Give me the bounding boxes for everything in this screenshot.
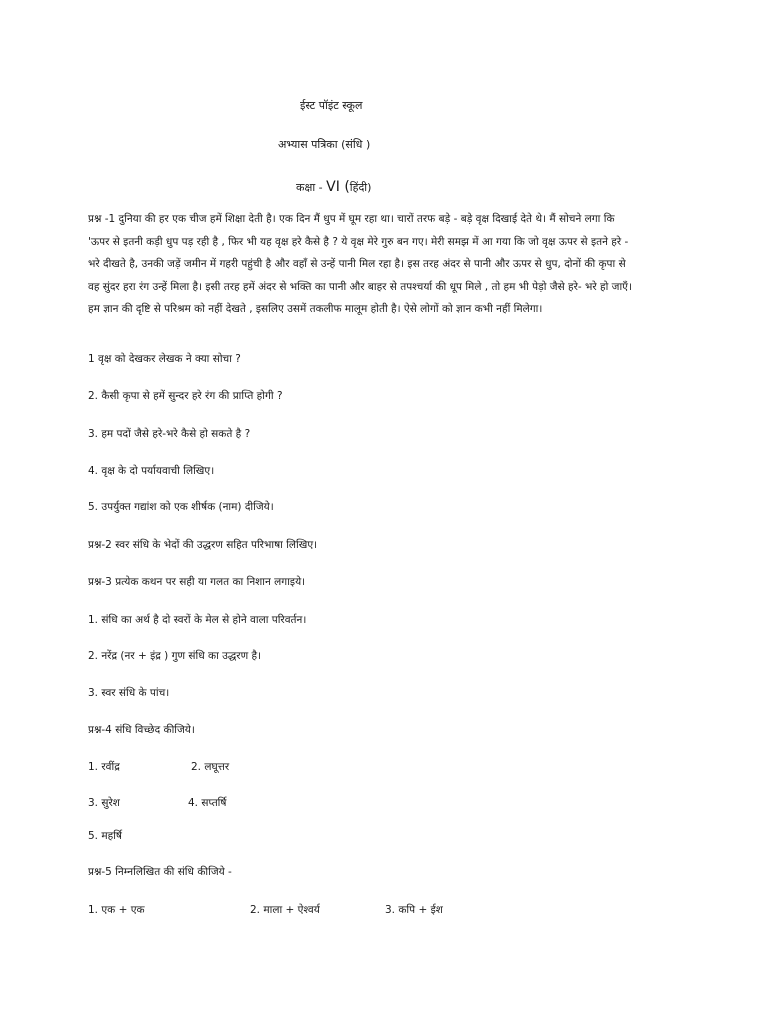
q1-item: 2. कैसी कृपा से हमें सुन्दर हरे रंग की प्राप्ति होगी ? (88, 390, 283, 402)
passage-line: वह सुंदर हरा रंग उन्हें मिला है। इसी तरह हमें अंदर से भक्ति का पानी और बाहर से तपश्चर्या की धूप मिले , तो हम भी पेड़ो जैसे हरे- भरे हो जाएँ। (88, 280, 632, 293)
passage-paragraph (88, 208, 678, 321)
q3-item: 3. स्वर संधि के पांच। (88, 687, 170, 699)
school-name: ईस्ट पॉइंट स्कूल (300, 99, 363, 112)
q1-item: 1 वृक्ष को देखकर लेखक ने क्या सोचा ? (88, 353, 241, 365)
q4-item: 3. सुरेश (88, 797, 120, 809)
class-line (296, 180, 371, 195)
q3-title: प्रश्न-3 प्रत्येक कथन पर सही या गलत का निशान लगाइये। (88, 576, 306, 588)
passage-line: 'ऊपर से इतनी कड़ी धुप पड़ रही है , फिर भी यह वृक्ष हरे कैसे है ? ये वृक्ष मेरे गुरु बन गए। मेरी समझ में आ गया कि जो वृक्ष ऊपर से इतने हरे - (88, 235, 629, 248)
q5-item: 2. माला + ऐश्वर्य (250, 904, 320, 916)
class-roman: VI ( (326, 179, 350, 195)
q4-item: 1. रवींद्र (88, 761, 120, 773)
passage-line: प्रश्न -1 दुनिया की हर एक चीज हमें शिक्षा देती है। एक दिन मैं धुप में घूम रहा था। चारों तरफ बड़े - बड़े वृक्ष दिखाई देते थे। मैं सोचने लगा कि (88, 213, 615, 225)
class-suffix: हिंदी) (349, 181, 372, 194)
q5-title: प्रश्न-5 निम्नलिखित की संधि कीजिये - (88, 866, 232, 878)
q4-title: प्रश्न-4 संधि विच्छेद कीजिये। (88, 724, 195, 736)
q4-item: 5. महर्षि (88, 830, 122, 842)
passage-line: हम ज्ञान की दृष्टि से परिश्रम को नहीं देखते , इसलिए उसमें तकलीफ मालूम होती है। ऐसे लोगों को ज्ञान कभी नहीं मिलेगा। (88, 303, 543, 315)
q5-item: 3. कपि + ईश (385, 904, 443, 916)
q3-item: 2. नरेंद्र (नर + इंद्र ) गुण संधि का उद्धरण है। (88, 650, 262, 662)
class-prefix: कक्षा - (296, 181, 327, 194)
q5-item: 1. एक + एक (88, 904, 145, 916)
q4-item: 2. लघूत्तर (191, 761, 230, 773)
q3-item: 1. संधि का अर्थ है दो स्वरों के मेल से होने वाला परिवर्तन। (88, 614, 307, 626)
q1-item: 4. वृक्ष के दो पर्यायवाची लिखिए। (88, 465, 215, 477)
passage-line: भरे दीखते है, उनकी जड़ें जमीन में गहरी पहुंची है और वहाँ से उन्हें पानी मिल रहा है। इस तरह अंदर से पानी और ऊपर से धुप, दोनों की कृपा से (88, 258, 626, 270)
q4-item: 4. सप्तर्षि (188, 797, 227, 809)
worksheet-title: अभ्यास पत्रिका (संधि ) (278, 138, 371, 151)
q1-item: 5. उपर्युक्त गद्यांश को एक शीर्षक (नाम) दीजिये। (88, 501, 274, 513)
q2-text: प्रश्न-2 स्वर संधि के भेदों की उद्धरण सहित परिभाषा लिखिए। (88, 539, 318, 551)
q1-item: 3. हम पदों जैसे हरे-भरे कैसे हो सकते है ? (88, 428, 251, 440)
